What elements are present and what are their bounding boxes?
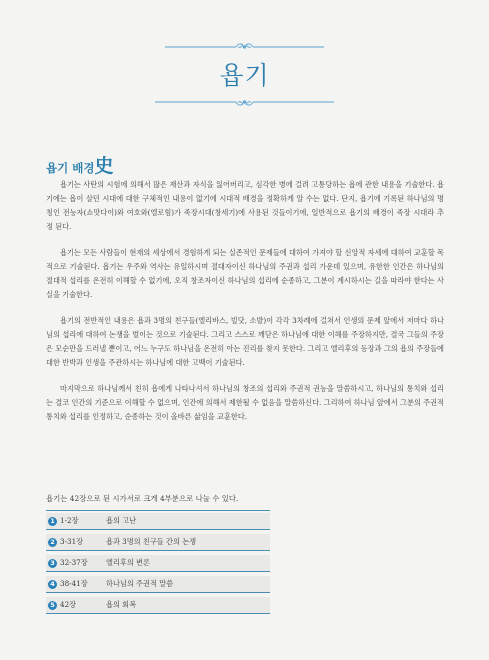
number-badge: 3 <box>48 559 57 568</box>
paragraph: 욥기의 전반적인 내용은 욥과 3명의 친구들(엘리바스, 빌닷, 소발)이 각각 3차례에 걸쳐서 인생의 문제 앞에서 저마다 하나님의 섭리에 대하여 논쟁을 벌이는 것으로 기술된다. 그리고 스스로 깨닫은 하나님에 대한 이해를 주장하지만, 결국 그들의 주장은 모순만을 드러낼 뿐이고, 어느 누구도 하나님을 온전히 아는 진리를 찾지 못한다. 그리고 엘리후의 등장과 그의 욥의 주장들에 대한 반박과 인생을 주관하시는 하나님에 대한 고백이 기술된다. <box>46 316 444 367</box>
chapter-range: 38-41장 <box>60 579 88 588</box>
section-description: 욥의 고난 <box>106 516 137 525</box>
section-description: 욥과 3명의 친구들 간의 논쟁 <box>106 537 197 546</box>
chapter-range: 1-2장 <box>60 516 79 525</box>
number-badge: 4 <box>48 580 57 589</box>
paragraph: 욥기는 사탄의 시험에 의해서 많은 재산과 자식을 잃어버리고, 심각한 병에 걸려 고통당하는 욥에 관한 내용을 기술한다. 욥기에는 욥이 살던 시대에 대한 구체적인 내용이 없기에 시대적 배경을 정확하게 알 수는 없다. 단지, 욥기에 기록된 하나님의 명칭인 전능자(쇼맛다이)와 여호와(엘로힘)가 족장시대(창세기)에 사용된 것들이기에, 일반적으로 욥기의 배경이 족장 시대라 추정 된다. <box>46 180 444 231</box>
table-row <box>46 513 270 529</box>
table-row <box>46 576 270 592</box>
table-intro: 욥기는 42장으로 된 시가서로 크게 4부분으로 나눌 수 있다. <box>46 494 239 503</box>
chapter-range: 42장 <box>60 600 77 609</box>
table-row <box>46 534 270 550</box>
page-title: 욥기 <box>219 61 270 90</box>
number-badge: 5 <box>48 601 57 610</box>
section-heading-text: 욥기 배경 <box>46 161 95 175</box>
top-ornament <box>0 40 489 54</box>
paragraph: 마지막으로 하나님께서 친히 욥에게 나타나셔서 하나님의 창조의 섭리와 주권적 권능을 말씀하시고, 하나님의 통치와 섭리는 결코 인간의 기준으로 이해할 수 없으며, 인간에 의해서 제한될 수 없음을 말씀하신다. 그리하여 하나님 앞에서 그분의 주권적 통치와 섭리를 인정하고, 순종하는 것이 올바른 삶임을 교훈한다. <box>46 384 444 421</box>
chapter-range: 32-37장 <box>60 558 88 567</box>
section-description: 엘리후의 변론 <box>106 558 150 567</box>
section-description: 욥의 회복 <box>106 600 137 609</box>
section-description: 하나님의 주권적 말씀 <box>106 579 174 588</box>
body-text <box>46 178 444 436</box>
number-badge: 2 <box>48 538 57 547</box>
number-badge: 1 <box>48 517 57 526</box>
table-row <box>46 597 270 613</box>
section-heading <box>46 151 113 178</box>
bottom-ornament <box>0 95 489 109</box>
table-row <box>46 555 270 571</box>
chapter-range: 3-31장 <box>60 537 84 546</box>
paragraph: 욥기는 모든 사람들이 현재의 세상에서 경험하게 되는 실존적인 문제들에 대하여 가져야 할 신앙적 자세에 대하여 교훈할 목적으로 기술된다. 욥기는 우주와 역사는 유일하시며 절대자이신 하나님의 주권과 섭리 가운데 있으며, 유한한 인간은 하나님의 절대적 섭리를 온전히 이해할 수 없기에, 오직 창조자이신 하나님의 섭리에 순종하고, 그분이 계시하시는 길을 따라야 한다는 사실을 기술한다. <box>46 248 444 299</box>
structure-table <box>46 510 270 618</box>
section-heading-hanja: 史 <box>94 155 114 177</box>
